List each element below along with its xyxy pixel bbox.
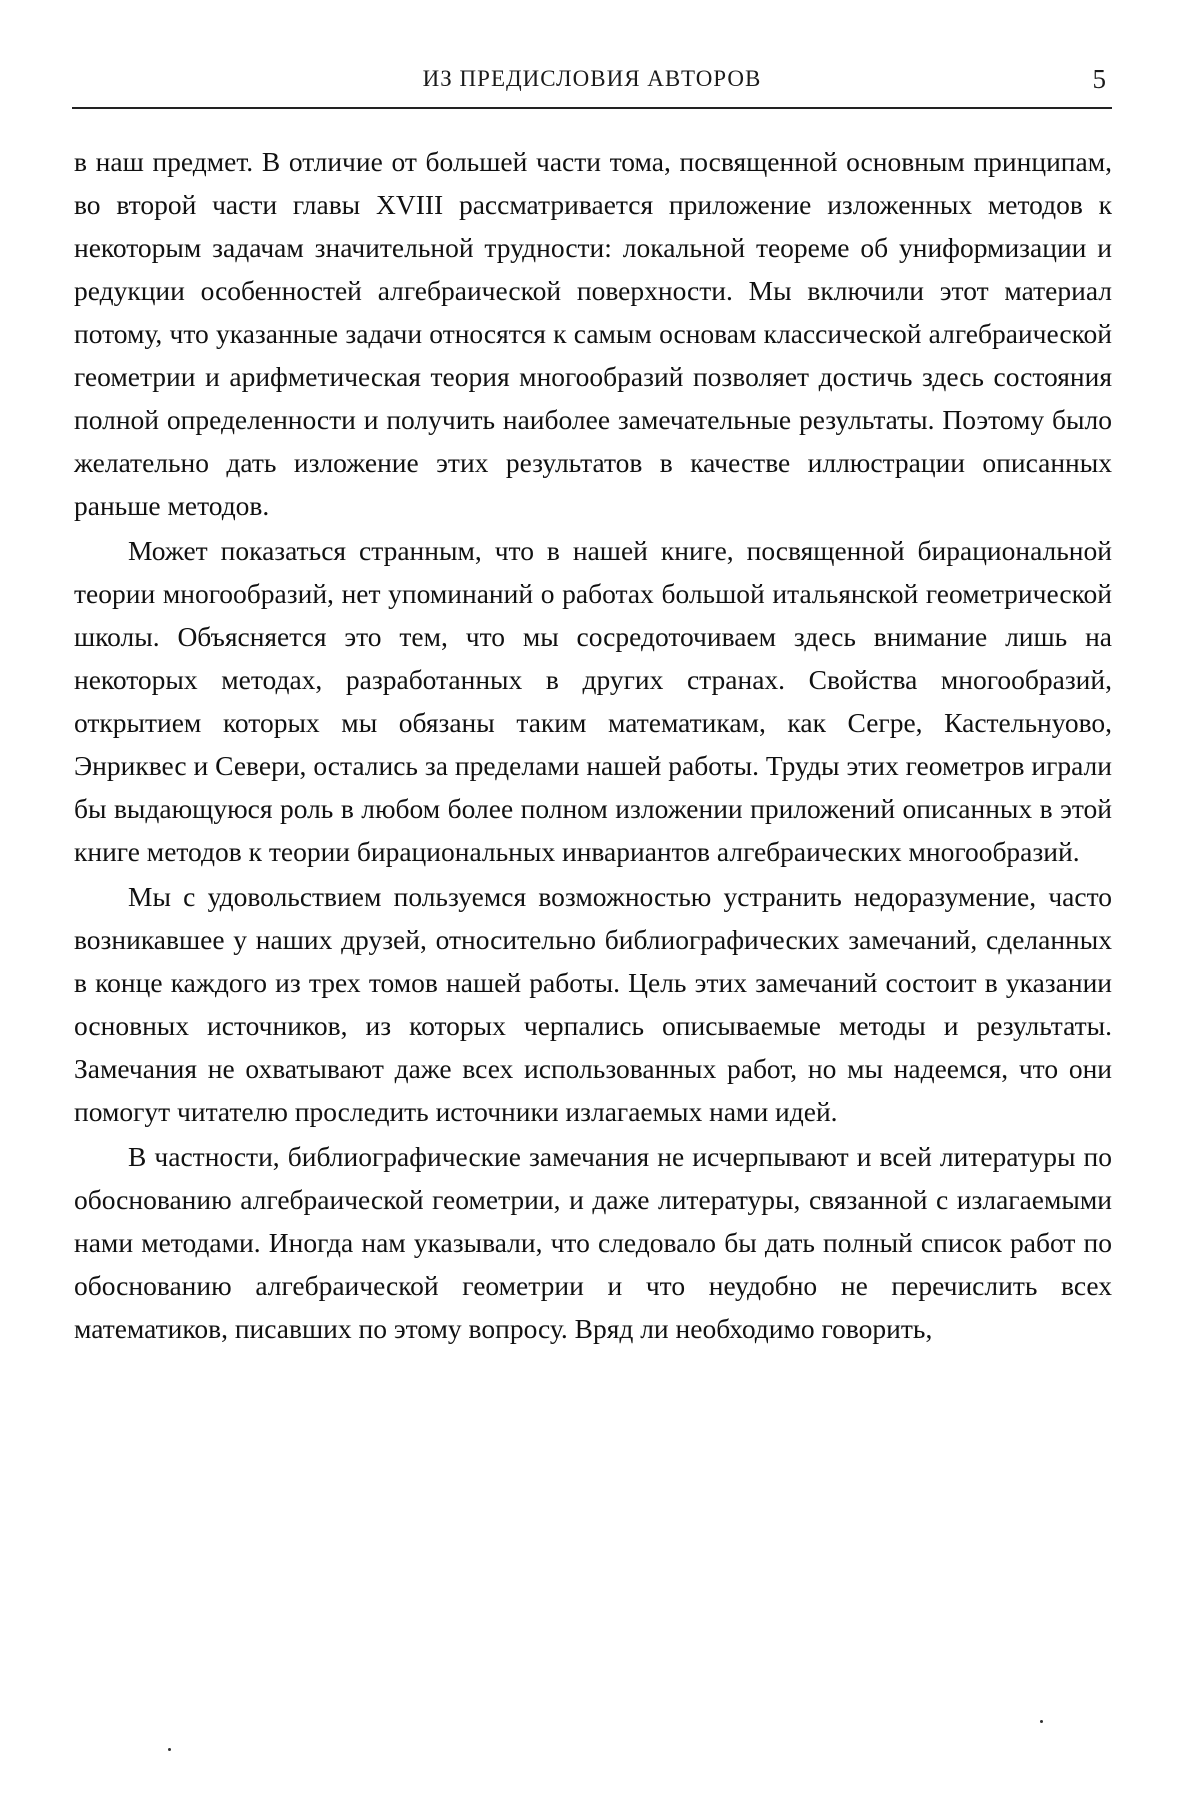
paragraph-2: Может показаться странным, что в нашей книге, посвященной бирациональной теории многообразий, нет упоминаний о работах большой итальянской геометрической школы. Объясняется это тем, что мы сосредоточиваем здесь внимание лишь на некоторых методах, разработанных в других странах. Свойства многообразий, открытием которых мы обязаны таким математикам, как Сегре, Кастельнуово, Энриквес и Севери, остались за пределами нашей работы. Труды этих геометров играли бы выдающуюся роль в любом более полном изложении приложений описанных в этой книге методов к теории бирациональных инвариантов алгебраических многообразий. <box>74 535 1112 867</box>
paragraph-1: в наш предмет. В отличие от большей части тома, посвященной основным принципам, во второй части главы XVIII рассматривается приложение изложенных методов к некоторым задачам значительной трудности: локальной теореме об униформизации и редукции особенностей алгебраической поверхности. Мы включили этот материал потому, что указанные задачи относятся к самым основам классической алгебраической геометрии и арифметическая теория многообразий позволяет достичь здесь состояния полной определенности и получить наиболее замечательные результаты. Поэтому было желательно дать изложение этих результатов в качестве иллюстрации описанных раньше методов. <box>74 146 1112 521</box>
print-speck <box>1040 1720 1043 1723</box>
print-speck <box>168 1748 171 1751</box>
running-title: ИЗ ПРЕДИСЛОВИЯ АВТОРОВ <box>422 66 762 91</box>
paragraph-3: Мы с удовольствием пользуемся возможностью устранить недоразумение, часто возникавшее у наших друзей, относительно библиографических замечаний, сделанных в конце каждого из трех томов нашей работы. Цель этих замечаний состоит в указании основных источников, из которых черпались описываемые методы и результаты. Замечания не охватывают даже всех использованных работ, но мы надеемся, что они помогут читателю проследить источники излагаемых нами идей. <box>74 881 1112 1127</box>
body-text <box>74 140 1112 1352</box>
page-number: 5 <box>1092 64 1106 94</box>
paragraph-4: В частности, библиографические замечания не исчерпывают и всей литературы по обоснованию алгебраической геометрии, и даже литературы, связанной с излагаемыми нами методами. Иногда нам указывали, что следовало бы дать полный список работ по обоснованию алгебраической геометрии и что неудобно не перечислить всех математиков, писавших по этому вопросу. Вряд ли необходимо говорить, <box>74 1141 1112 1344</box>
running-head <box>72 66 1112 114</box>
header-rule <box>72 107 1112 109</box>
